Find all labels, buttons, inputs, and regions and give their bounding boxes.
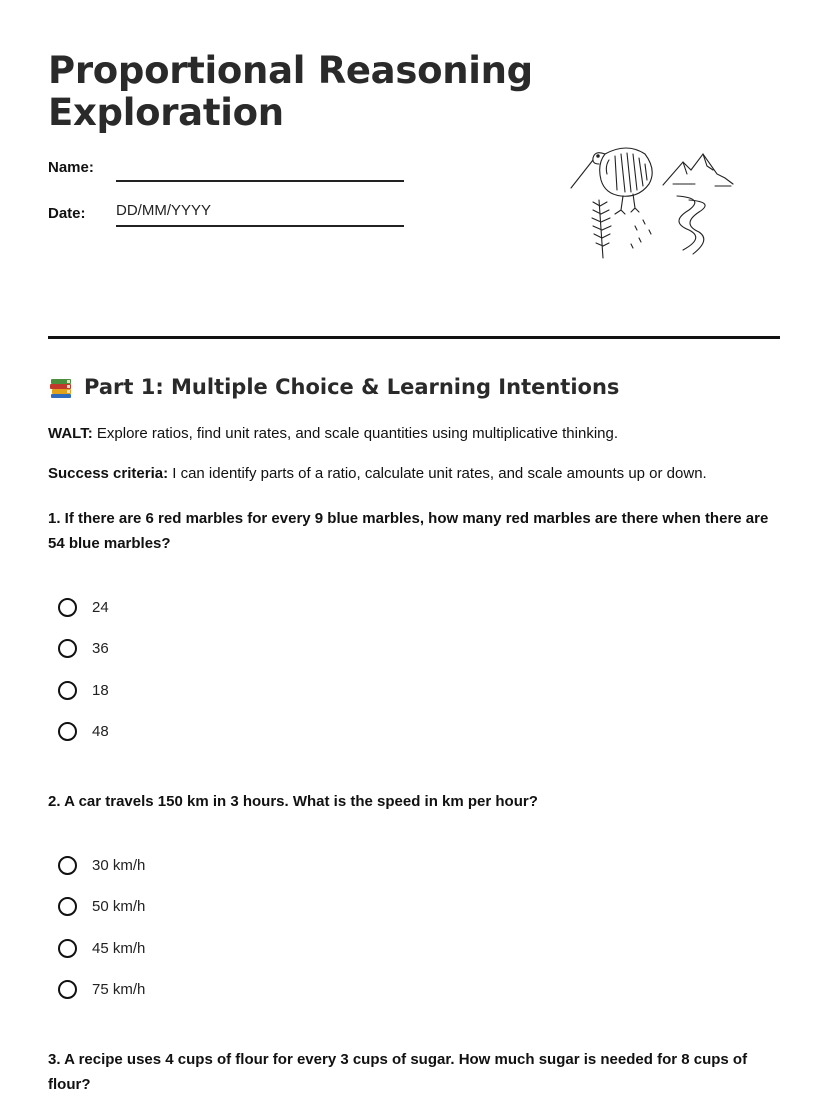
walt-label: WALT: <box>48 425 93 442</box>
option-label: 18 <box>92 681 109 699</box>
radio-button[interactable] <box>58 856 77 875</box>
question-1-option-2[interactable] <box>58 628 109 669</box>
books-icon <box>48 374 74 400</box>
question-1-options <box>58 587 109 752</box>
question-2-option-3[interactable] <box>58 928 145 969</box>
section-heading <box>48 374 619 400</box>
question-2-options <box>58 845 145 1010</box>
option-label: 45 km/h <box>92 939 146 957</box>
radio-button[interactable] <box>58 598 77 617</box>
radio-button[interactable] <box>58 639 77 658</box>
question-2-option-2[interactable] <box>58 886 145 927</box>
radio-button[interactable] <box>58 681 77 700</box>
option-label: 75 km/h <box>92 981 146 999</box>
date-field-line <box>116 225 404 227</box>
name-label: Name: <box>48 159 94 176</box>
success-criteria-label: Success criteria: <box>48 465 169 482</box>
radio-button[interactable] <box>58 939 77 958</box>
question-1-option-4[interactable] <box>58 711 109 752</box>
radio-button[interactable] <box>58 980 77 999</box>
name-field-line <box>116 180 404 182</box>
option-label: 36 <box>92 640 109 658</box>
date-label: Date: <box>48 205 86 222</box>
success-criteria-paragraph <box>48 465 788 482</box>
radio-button[interactable] <box>58 722 77 741</box>
question-3: 3. A recipe uses 4 cups of flour for every 3 cups of sugar. How much sugar is needed for 8 cups of flour? <box>48 1051 748 1093</box>
question-2-option-1[interactable] <box>58 845 145 886</box>
walt-paragraph <box>48 425 788 442</box>
page-title <box>48 50 533 134</box>
option-label: 50 km/h <box>92 898 146 916</box>
section-title: Part 1: Multiple Choice & Learning Intentions <box>84 375 620 399</box>
question-1-option-1[interactable] <box>58 587 109 628</box>
section-divider <box>48 336 780 339</box>
question-1: 1. If there are 6 red marbles for every 9 blue marbles, how many red marbles are there when there are 54 blue marbles? <box>48 510 769 552</box>
title-line-2: Exploration <box>48 91 284 134</box>
option-label: 30 km/h <box>92 857 146 875</box>
question-2-option-4[interactable] <box>58 969 145 1010</box>
question-2: 2. A car travels 150 km in 3 hours. What is the speed in km per hour? <box>48 793 538 810</box>
option-label: 24 <box>92 599 109 617</box>
kiwi-bird-landscape-icon <box>565 140 740 265</box>
radio-button[interactable] <box>58 897 77 916</box>
question-1-option-3[interactable] <box>58 670 109 711</box>
title-line-1: Proportional Reasoning <box>48 49 533 92</box>
success-criteria-text: I can identify parts of a ratio, calculate unit rates, and scale amounts up or down. <box>168 465 707 482</box>
option-label: 48 <box>92 723 109 741</box>
walt-text: Explore ratios, find unit rates, and scale quantities using multiplicative thinking. <box>92 425 618 442</box>
date-field[interactable]: DD/MM/YYYY <box>116 202 212 219</box>
